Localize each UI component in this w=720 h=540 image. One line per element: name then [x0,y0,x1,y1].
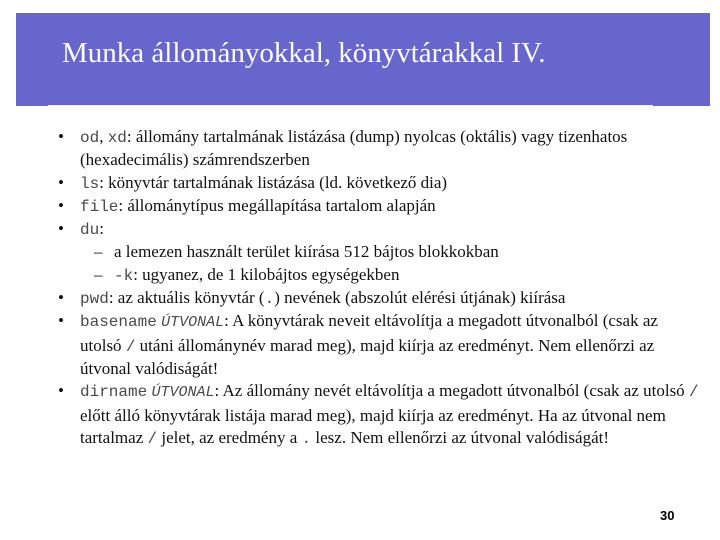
command-du: du [80,221,100,240]
item-text: : A könyvtárak neveit eltávolítja a megadott útvonalból (csak az utolsó [80,311,658,355]
item-text: : [99,219,104,239]
sub-item-text: a lemezen használt terület kiírása 512 bájtos blokkokban [114,242,499,262]
command-od: od [80,129,100,147]
list-item-file [58,195,700,218]
slash-symbol: / [125,337,136,356]
sub-item-text: : ugyanez, de 1 kilobájtos egységekben [133,264,400,284]
command-dirname: dirname [80,383,148,402]
bullet: • [58,381,64,401]
sub-item-du-k [94,264,720,287]
item-text: utáni állománynév marad meg), majd kiírja az eredményt. Nem ellenőrzi az útvonal valódiságát! [80,335,655,378]
bullet: • [58,219,64,239]
command-ls: ls [80,174,100,193]
list-item-ls [58,172,700,195]
command-pwd: pwd [80,290,109,309]
command-xd: xd [107,129,127,147]
option-k: -k [114,266,134,285]
dash: – [94,264,103,284]
title-bar [16,13,710,106]
list-item-od-xd [58,126,700,172]
item-text: : az aktuális könyvtár ( [108,288,265,308]
argument-utvonal: ÚTVONAL [151,384,215,402]
slash-symbol: / [688,383,699,402]
bullet: • [58,127,64,146]
dot-symbol: . [301,429,312,448]
item-text: előtt álló könyvtárak listája marad meg), majd kiírja az eredményt. Ha az útvonal nem tartalmaz [80,405,666,447]
item-text: : állomány tartalmának listázása (dump) nyolcas (oktális) vagy tizenhatos (hexadecimális) számrendszerben [80,127,628,170]
command-file: file [80,197,119,216]
bullet: • [58,311,64,331]
argument-utvonal: ÚTVONAL [161,314,225,332]
item-text: jelet, az eredmény a [157,427,302,447]
list-item-du [58,218,700,241]
command-basename: basename [80,313,157,332]
list-item-basename [58,310,700,380]
sub-item-du-blocks [94,241,720,263]
item-text: : könyvtár tartalmának listázása (ld. következő dia) [99,172,448,192]
title-underline [48,105,653,109]
list-item-dirname [58,380,700,450]
item-text: : Az állomány nevét eltávolítja a megadott útvonalból (csak az utolsó [214,381,689,401]
bullet: • [58,288,64,308]
bullet: • [58,195,64,215]
slide-body [0,126,720,450]
slide-title: Munka állományokkal, könyvtárakkal IV. [62,37,546,69]
dash: – [94,242,103,262]
list-item-pwd [58,287,700,310]
item-text: lesz. Nem ellenőrzi az útvonal valódiságát! [311,427,609,447]
slash-symbol: / [147,429,158,448]
separator: , [99,127,108,146]
page-number: 30 [660,508,675,523]
item-text: : állománytípus megállapítása tartalom alapján [118,195,436,215]
bullet: • [58,172,64,192]
dot-symbol: . [264,290,275,309]
item-text: ) nevének (abszolút elérési útjának) kiírása [274,288,566,308]
